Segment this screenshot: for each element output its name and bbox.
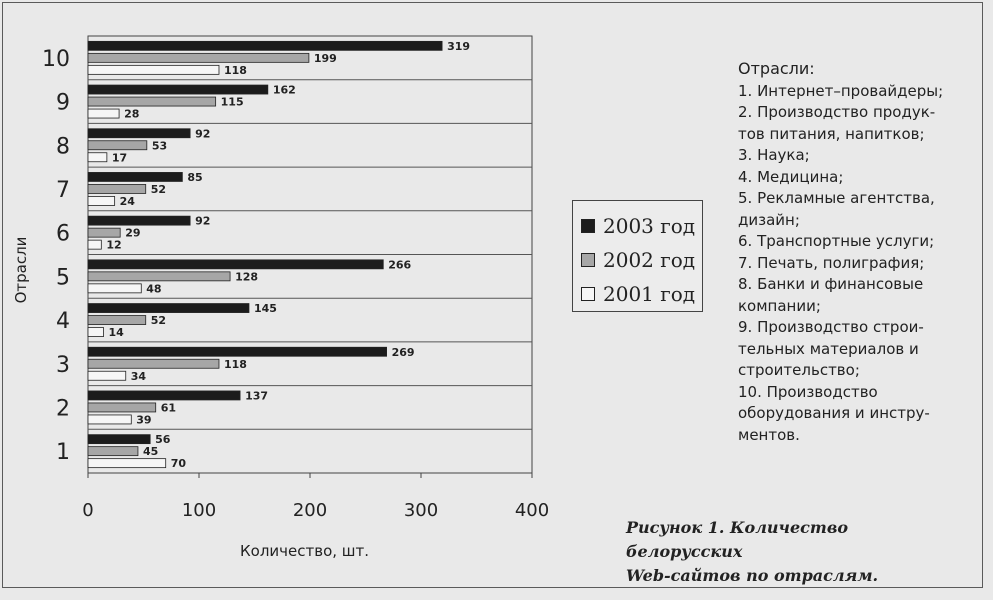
legend-label-2002: 2002 год xyxy=(603,248,696,272)
data-label-10-series-1: 319 xyxy=(447,39,471,53)
data-label-8-series-1: 92 xyxy=(195,127,211,141)
bar-1-series-3 xyxy=(88,459,166,468)
bar-9-series-2 xyxy=(88,97,216,106)
bar-4-series-3 xyxy=(88,328,104,337)
x-axis-title: Количество, шт. xyxy=(240,542,370,560)
industry-item-9: 9. Производство строи- тельных материалов и строительство; xyxy=(738,318,924,379)
data-label-9-series-3: 28 xyxy=(124,107,140,121)
bar-10-series-3 xyxy=(88,65,219,74)
legend-swatch-2001 xyxy=(581,287,595,301)
data-label-1-series-2: 45 xyxy=(142,445,159,459)
bar-2-series-2 xyxy=(88,403,156,412)
industry-item-8: 8. Банки и финансовые компании; xyxy=(738,275,924,315)
industry-item-2: 2. Производство продук- тов питания, напитков; xyxy=(738,103,936,143)
bar-5-series-1 xyxy=(88,260,383,269)
industry-item-3: 3. Наука; xyxy=(738,146,810,164)
bar-7-series-3 xyxy=(88,196,115,205)
bar-6-series-3 xyxy=(88,240,101,249)
bar-7-series-1 xyxy=(88,172,182,181)
bar-7-series-2 xyxy=(88,184,146,193)
industry-item-7: 7. Печать, полиграфия; xyxy=(738,253,925,272)
industry-item-5: 5. Рекламные агентства, дизайн; xyxy=(738,189,935,229)
bar-10-series-1 xyxy=(88,41,442,50)
legend-item-2002 xyxy=(581,243,702,277)
data-label-1-series-1: 56 xyxy=(155,433,171,447)
bar-3-series-3 xyxy=(88,371,126,380)
bar-3-series-2 xyxy=(88,359,219,368)
y-tick-label-1: 1 xyxy=(56,440,70,466)
y-tick-label-7: 7 xyxy=(56,177,70,203)
bar-3-series-1 xyxy=(88,347,387,356)
data-label-10-series-3: 118 xyxy=(223,63,247,77)
data-label-8-series-3: 17 xyxy=(111,151,128,165)
industries-heading: Отрасли: xyxy=(738,59,815,78)
data-label-9-series-1: 162 xyxy=(272,83,296,97)
bar-4-series-2 xyxy=(88,316,146,325)
data-label-2-series-2: 61 xyxy=(160,401,177,415)
legend-label-2003: 2003 год xyxy=(603,214,696,238)
y-tick-label-4: 4 xyxy=(56,309,70,335)
data-label-4-series-2: 52 xyxy=(150,314,167,328)
legend xyxy=(572,200,703,312)
industry-item-10: 10. Производство оборудования и инстру- ментов. xyxy=(738,382,930,444)
data-label-2-series-3: 39 xyxy=(136,413,152,427)
industry-item-6: 6. Транспортные услуги; xyxy=(738,232,935,250)
x-tick-label-0: 0 xyxy=(82,500,94,521)
data-label-2-series-1: 137 xyxy=(245,389,269,403)
y-tick-label-6: 6 xyxy=(56,221,70,247)
data-label-4-series-1: 145 xyxy=(253,302,277,316)
data-label-7-series-1: 85 xyxy=(187,170,203,184)
x-tick-label-400: 400 xyxy=(514,500,550,521)
y-tick-label-5: 5 xyxy=(56,265,70,291)
bar-6-series-1 xyxy=(88,216,190,225)
bar-1-series-1 xyxy=(88,435,150,444)
bar-1-series-2 xyxy=(88,447,138,456)
x-tick-label-200: 200 xyxy=(292,500,328,521)
y-axis-title: Отрасли xyxy=(12,236,30,304)
y-tick-label-3: 3 xyxy=(56,352,70,378)
bar-6-series-2 xyxy=(88,228,120,237)
data-label-6-series-2: 29 xyxy=(125,226,141,240)
legend-item-2001 xyxy=(581,277,702,311)
data-label-5-series-1: 266 xyxy=(388,258,412,272)
bar-4-series-1 xyxy=(88,304,249,313)
data-label-5-series-2: 128 xyxy=(235,270,259,284)
bar-8-series-1 xyxy=(88,129,190,138)
bar-2-series-1 xyxy=(88,391,240,400)
bar-8-series-3 xyxy=(88,153,107,162)
data-label-7-series-3: 24 xyxy=(119,194,135,208)
bar-8-series-2 xyxy=(88,141,147,150)
data-label-7-series-2: 52 xyxy=(150,182,167,196)
bar-2-series-3 xyxy=(88,415,131,424)
x-tick-label-100: 100 xyxy=(181,500,217,521)
y-tick-label-2: 2 xyxy=(56,396,70,422)
data-label-3-series-1: 269 xyxy=(391,345,415,359)
bar-5-series-3 xyxy=(88,284,141,293)
data-label-8-series-2: 53 xyxy=(151,139,168,153)
bar-10-series-2 xyxy=(88,53,309,62)
legend-swatch-2003 xyxy=(581,219,595,233)
legend-swatch-2002 xyxy=(581,253,595,267)
y-tick-label-9: 9 xyxy=(56,90,70,116)
x-tick-label-300: 300 xyxy=(403,500,439,521)
legend-item-2003 xyxy=(581,209,702,243)
industry-item-1: 1. Интернет–провайдеры; xyxy=(738,81,944,100)
legend-label-2001: 2001 год xyxy=(603,282,696,306)
y-tick-label-8: 8 xyxy=(56,134,70,160)
bar-5-series-2 xyxy=(88,272,230,281)
data-label-4-series-3: 14 xyxy=(108,326,124,340)
figure-caption: Рисунок 1. Количество белорусских Web-сайтов по отраслям. xyxy=(626,518,879,585)
bar-9-series-3 xyxy=(88,109,119,118)
data-label-5-series-3: 48 xyxy=(146,282,162,296)
bar-9-series-1 xyxy=(88,85,268,94)
data-label-9-series-2: 115 xyxy=(220,95,244,109)
data-label-3-series-2: 118 xyxy=(223,357,247,371)
data-label-6-series-3: 12 xyxy=(106,238,122,252)
data-label-3-series-3: 34 xyxy=(130,369,147,383)
industries-list xyxy=(738,58,970,446)
data-label-6-series-1: 92 xyxy=(195,214,211,228)
y-tick-label-10: 10 xyxy=(42,46,70,72)
data-label-10-series-2: 199 xyxy=(313,51,337,65)
data-label-1-series-3: 70 xyxy=(170,457,187,471)
industry-item-4: 4. Медицина; xyxy=(738,167,844,186)
